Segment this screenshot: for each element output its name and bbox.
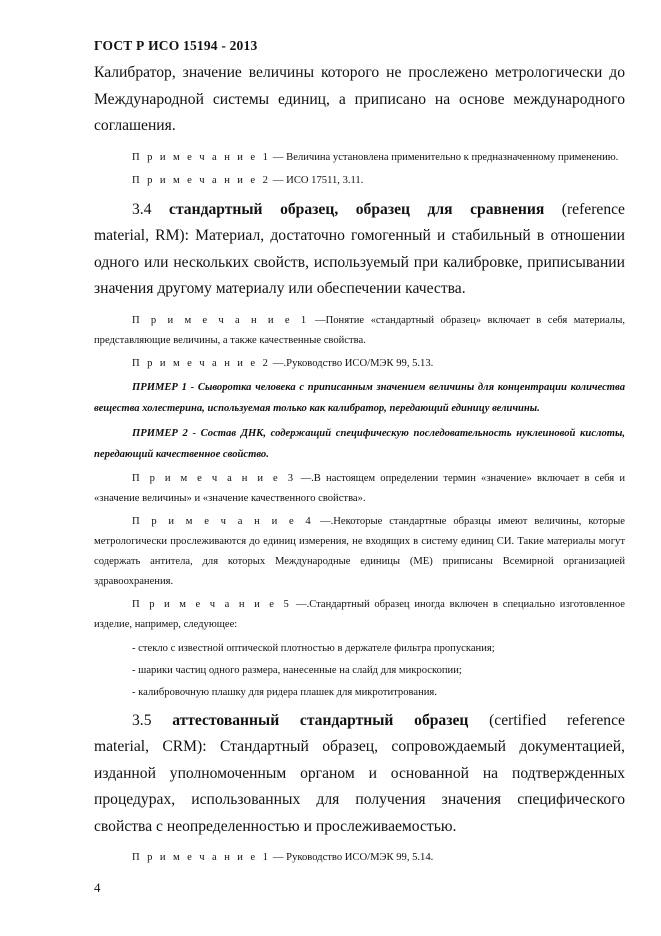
page-body (94, 60, 625, 871)
page-header: ГОСТ Р ИСО 15194 - 2013 (94, 38, 258, 53)
intro-paragraph: Калибратор, значение величины которого не прослежено метрологически до Международной системы единиц, а приписано на основе международного соглашения. (94, 64, 625, 134)
sec34-note-1: П р и м е ч а н и е 1 —Понятие «стандартный образец» включает в себя материалы, представляющие величины, а также качественные свойства. (94, 314, 625, 346)
sec34-note-4: П р и м е ч а н и е 4 —.Некоторые стандартные образцы имеют величины, которые метрологически прослеживаются до единиц измерения, не входящих в систему единиц СИ. Такие материалы могут содержать антитела, для которых Международные единицы (МЕ) приписаны Всемирной организацией здравоохранения. (94, 515, 625, 587)
page-number: 4 (94, 880, 101, 895)
list-item: - стекло с известной оптической плотностью в держателе фильтра пропускания; (132, 642, 495, 654)
example-1: ПРИМЕР 1 - Сыворотка человека с приписанным значением величины для концентрации количества вещества холестерина, используемая только как калибратор, передающий единицу величины. (94, 381, 625, 414)
sec34-note-5: П р и м е ч а н и е 5 —.Стандартный образец иногда включен в специально изготовленное изделие, например, следующее: (94, 598, 625, 630)
section-3-5-definition: material, CRM): Стандартный образец, сопровождаемый документацией, изданной уполномоченным органом и основанной на подтвержденных процедурах, использованных для получения значения специфического свойства с неопределенностью и прослеживаемостью. (94, 738, 625, 835)
section-number: 3.5 (132, 711, 152, 729)
sec35-note-1: П р и м е ч а н и е 1 — Руководство ИСО/МЭК 99, 5.14. (132, 852, 434, 863)
list-item: - шарики частиц одного размера, нанесенные на слайд для микроскопии; (132, 664, 462, 676)
sec34-note-3: П р и м е ч а н и е 3 —.В настоящем определении термин «значение» включает в себя и «значение величины» и «значение качественного свойства». (94, 472, 625, 504)
example-2: ПРИМЕР 2 - Состав ДНК, содержащий специфическую последовательность нуклеиновой кислоты, передающий качественное свойство. (94, 427, 625, 460)
list-item: - калибровочную плашку для ридера плашек для микротитрования. (132, 686, 437, 698)
section-3-5-heading: 3.5 аттестованный стандартный образец (certified reference (94, 708, 625, 735)
section-number: 3.4 (132, 200, 152, 218)
sec34-note-2: П р и м е ч а н и е 2 —.Руководство ИСО/МЭК 99, 5.13. (132, 357, 434, 369)
section-3-4-heading: 3.4 стандартный образец, образец для сравнения (reference (94, 197, 625, 224)
intro-note-1: П р и м е ч а н и е 1 — Величина установлена применительно к предназначенному применению. (132, 151, 619, 163)
section-3-4-definition: material, RM): Материал, достаточно гомогенный и стабильный в отношении одного или нескольких свойств, используемый при калибровке, приписывании значения другому материалу или обеспечении качества. (94, 227, 625, 297)
intro-note-2: П р и м е ч а н и е 2 — ИСО 17511, 3.11. (132, 174, 364, 186)
